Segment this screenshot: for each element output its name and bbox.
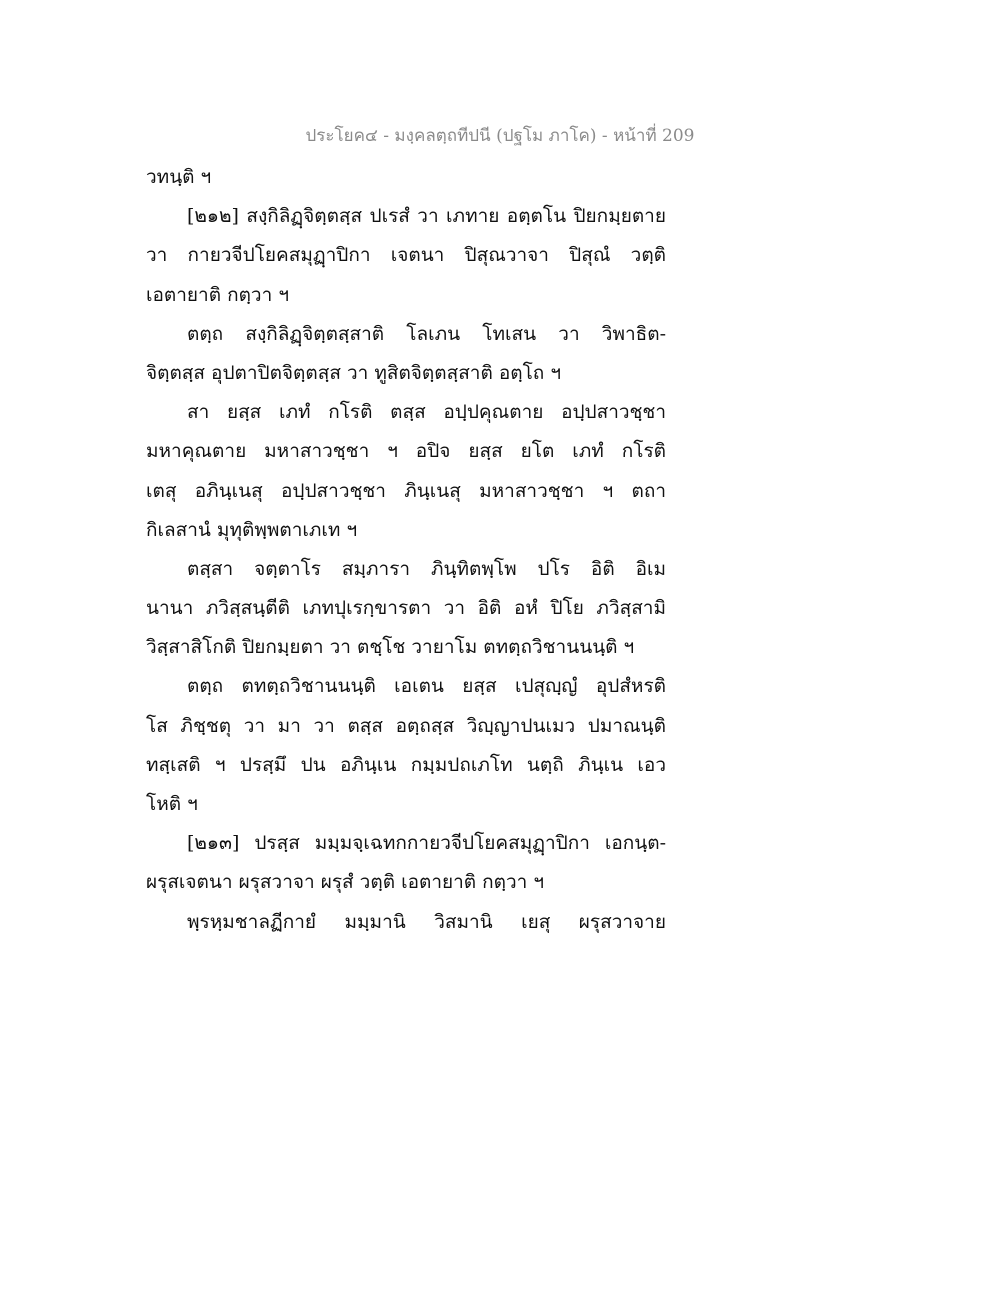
paragraph-212-line: [๒๑๒] สงฺกิลิฏฺจิตฺตสฺส ปเรสํ วา เภทาย อตฺตโน ปิยกมฺยตาย bbox=[187, 205, 666, 228]
text-line: วา กายวจีปโยคสมุฏฺาปิกา เจตนา ปิสุณวาจา ปิสุณํ วตฺติ bbox=[146, 244, 666, 267]
text-line: ผรุสเจตนา ผรุสวาจา ผรุสํ วตฺติ เอตายาติ กตฺวา ฯ bbox=[146, 871, 545, 894]
text-line: วิสฺสาสิโกติ ปิยกมฺยตา วา ตชฺโช วายาโม ตทตฺถวิชานนนฺติ ฯ bbox=[146, 636, 635, 659]
page-header: ประโยค๔ - มงฺคลตฺถทีปนี (ปฐโม ภาโค) - หน้าที่ 209 bbox=[305, 126, 695, 146]
text-line: วทนฺติ ฯ bbox=[146, 166, 212, 188]
text-line: จิตฺตสฺส อุปตาปิตจิตฺตสฺส วา ทูสิตจิตฺตสฺสาติ อตฺโถ ฯ bbox=[146, 361, 562, 384]
text-line: มหาคุณตาย มหาสาวชฺชา ฯ อปิจ ยสฺส ยโต เภทํ กโรติ bbox=[146, 440, 666, 463]
text-line: ตตฺถ สงฺกิลิฏฺจิตฺตสฺสาติ โลเภน โทเสน วา วิพาธิต- bbox=[187, 322, 666, 345]
text-line: พฺรหฺมชาลฏีกายํ มมฺมานิ วิสมานิ เยสุ ผรุสวาจาย bbox=[187, 910, 666, 933]
text-line: กิเลสานํ มุทุติพฺพตาเภเท ฯ bbox=[146, 518, 358, 541]
text-line: นานา ภวิสฺสนฺตีติ เภทปุเรกฺขารตา วา อิติ อหํ ปิโย ภวิสฺสามิ bbox=[146, 597, 666, 620]
text-line: ทสฺเสติ ฯ ปรสฺมึ ปน อภินฺเน กมฺมปถเภโท นตฺถิ ภินฺเน เอว bbox=[146, 753, 666, 776]
body-text bbox=[146, 158, 666, 942]
text-line: โหติ ฯ bbox=[146, 793, 198, 815]
paragraph-213-line: [๒๑๓] ปรสฺส มมฺมจฺเฉทกกายวจีปโยคสมุฏฺาปิกา เอกนฺต- bbox=[187, 832, 666, 855]
text-line: ตตฺถ ตทตฺถวิชานนนฺติ เอเตน ยสฺส เปสุญฺญํ อุปสํหรติ bbox=[187, 675, 666, 698]
text-line: สา ยสฺส เภทํ กโรติ ตสฺส อปฺปคุณตาย อปฺปสาวชฺชา bbox=[187, 401, 666, 424]
text-line: โส ภิชฺชตุ วา มา วา ตสฺส อตฺถสฺส วิญฺญาปนเมว ปมาณนฺติ bbox=[146, 714, 666, 737]
text-line: เตสุ อภินฺเนสุ อปฺปสาวชฺชา ภินฺเนสุ มหาสาวชฺชา ฯ ตถา bbox=[146, 479, 666, 502]
text-line: ตสฺสา จตฺตาโร สมฺภารา ภินฺทิตพฺโพ ปโร อิติ อิเม bbox=[187, 557, 666, 580]
text-line: เอตายาติ กตฺวา ฯ bbox=[146, 283, 289, 306]
